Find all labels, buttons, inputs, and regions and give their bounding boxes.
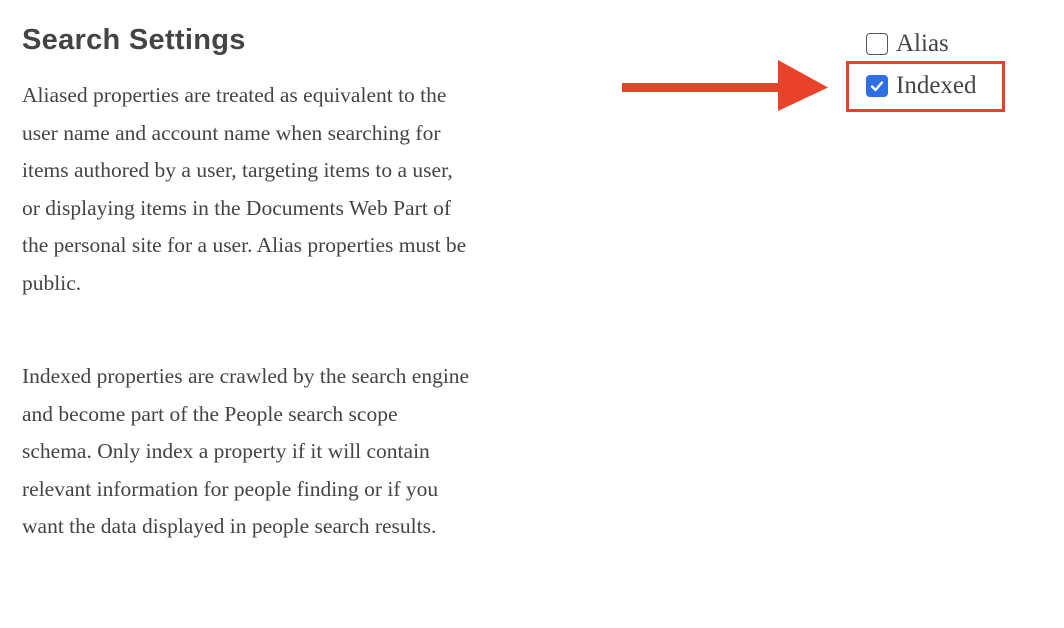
alias-checkbox[interactable]: [866, 33, 888, 55]
indexed-description: Indexed properties are crawled by the search engine and become part of the People search scope schema. Only index a property if it will contain relevant information for people finding or if you want the data displayed in people search results.: [22, 364, 470, 538]
alias-option[interactable]: [866, 30, 949, 58]
arrow-right-icon: [622, 58, 832, 114]
alias-description: Aliased properties are treated as equivalent to the user name and account name when searching for items authored by a user, targeting items to a user, or displaying items in the Documents Web Part of the personal site for a user. Alias properties must be public.: [22, 83, 467, 295]
indexed-label: Indexed: [896, 72, 977, 99]
highlight-box: [846, 61, 1005, 112]
section-title: Search Settings: [22, 24, 246, 56]
alias-label: Alias: [896, 30, 949, 57]
